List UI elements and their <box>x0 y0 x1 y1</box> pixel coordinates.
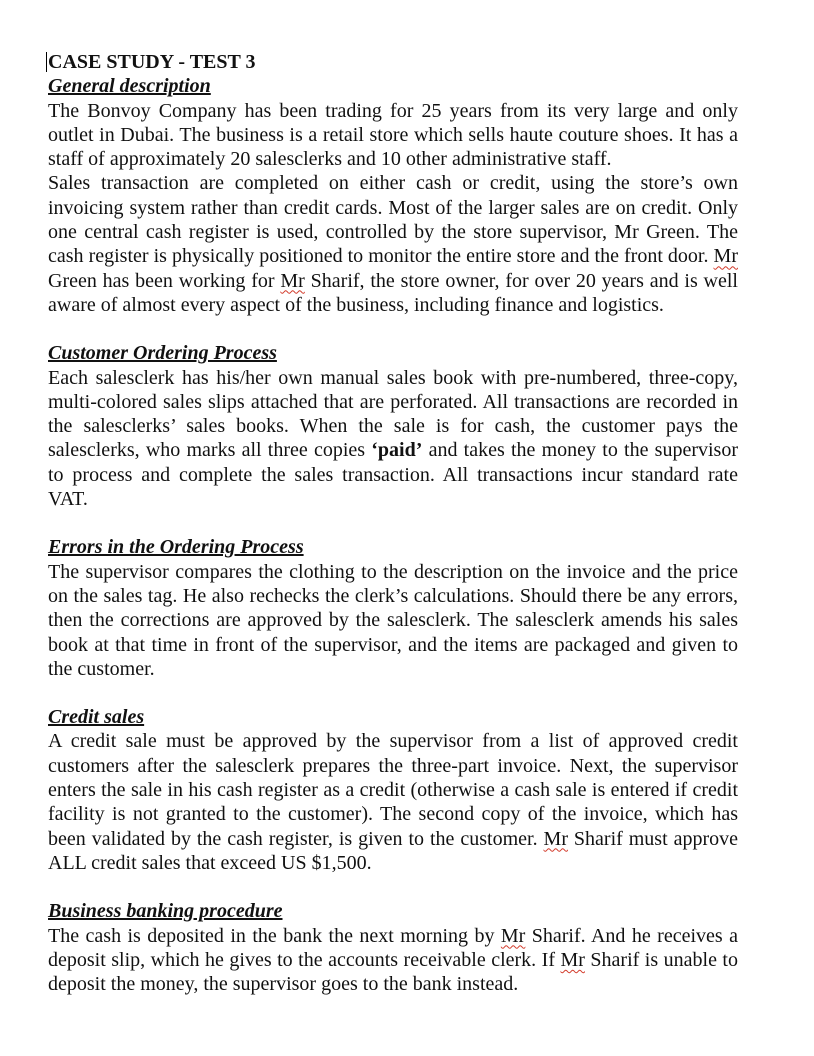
paragraph-errors-in-ordering-process: The supervisor compares the clothing to the description on the invoice and the price on the sales tag. He also rechecks the clerk’s calculations. Should there be any errors, then the corrections are approved by the salesclerk. The salesclerk amends his sales book at that time in front of the supervisor, and the items are packaged and given to the customer. <box>48 560 738 680</box>
document-page[interactable] <box>48 50 738 996</box>
section-heading-customer-ordering-process: Customer Ordering Process <box>48 342 277 365</box>
section-heading-credit-sales: Credit sales <box>48 706 145 729</box>
spellcheck-word[interactable]: Mr <box>543 827 568 850</box>
spellcheck-word[interactable]: Mr <box>560 948 585 971</box>
spellcheck-word[interactable]: Mr <box>280 269 305 292</box>
text-cursor <box>46 52 47 72</box>
paragraph-customer-ordering-process: Each salesclerk has his/her own manual sales book with pre-numbered, three-copy, multi-colored sales slips attached that are perforated. All transactions are recorded in the salesclerks’ sales books. When the sale is for cash, the customer pays the salesclerks, who marks all three copies ‘paid’ and takes the money to the supervisor to process and complete the sales transaction. All transactions incur standard rate VAT. <box>48 366 738 511</box>
bold-text-paid: ‘paid’ <box>371 439 423 462</box>
paragraph-general-description-2: Sales transaction are completed on either cash or credit, using the store’s own invoicing system rather than credit cards. Most of the larger sales are on credit. Only one central cash register is used, controlled by the store supervisor, Mr Green. The cash register is physically positioned to monitor the entire store and the front door. Mr Green has been working for Mr Sharif, the store owner, for over 20 years and is well aware of almost every aspect of the business, including finance and logistics. <box>48 172 738 316</box>
document-title: CASE STUDY - TEST 3 <box>48 51 256 73</box>
section-heading-errors-in-ordering-process: Errors in the Ordering Process <box>48 536 304 559</box>
section-heading-business-banking-procedure: Business banking procedure <box>48 900 283 923</box>
paragraph-credit-sales: A credit sale must be approved by the supervisor from a list of approved credit customers after the salesclerk prepares the three-part invoice. Next, the supervisor enters the sale in his cash register as a credit (otherwise a cash sale is entered if credit facility is not granted to the customer). The second copy of the invoice, which has been validated by the cash register, is given to the customer. Mr Sharif must approve ALL credit sales that exceed US $1,500. <box>48 730 738 874</box>
paragraph-general-description-1: The Bonvoy Company has been trading for 25 years from its very large and only outlet in Dubai. The business is a retail store which sells haute couture shoes. It has a staff of approximately 20 salesclerks and 10 other administrative staff. <box>48 99 738 171</box>
spellcheck-word[interactable]: Mr <box>713 245 738 268</box>
paragraph-business-banking-procedure: The cash is deposited in the bank the next morning by Mr Sharif. And he receives a deposit slip, which he gives to the accounts receivable clerk. If Mr Sharif is unable to deposit the money, the supervisor goes to the bank instead. <box>48 924 738 996</box>
section-heading-general-description: General description <box>48 75 211 98</box>
spellcheck-word[interactable]: Mr <box>500 924 526 947</box>
